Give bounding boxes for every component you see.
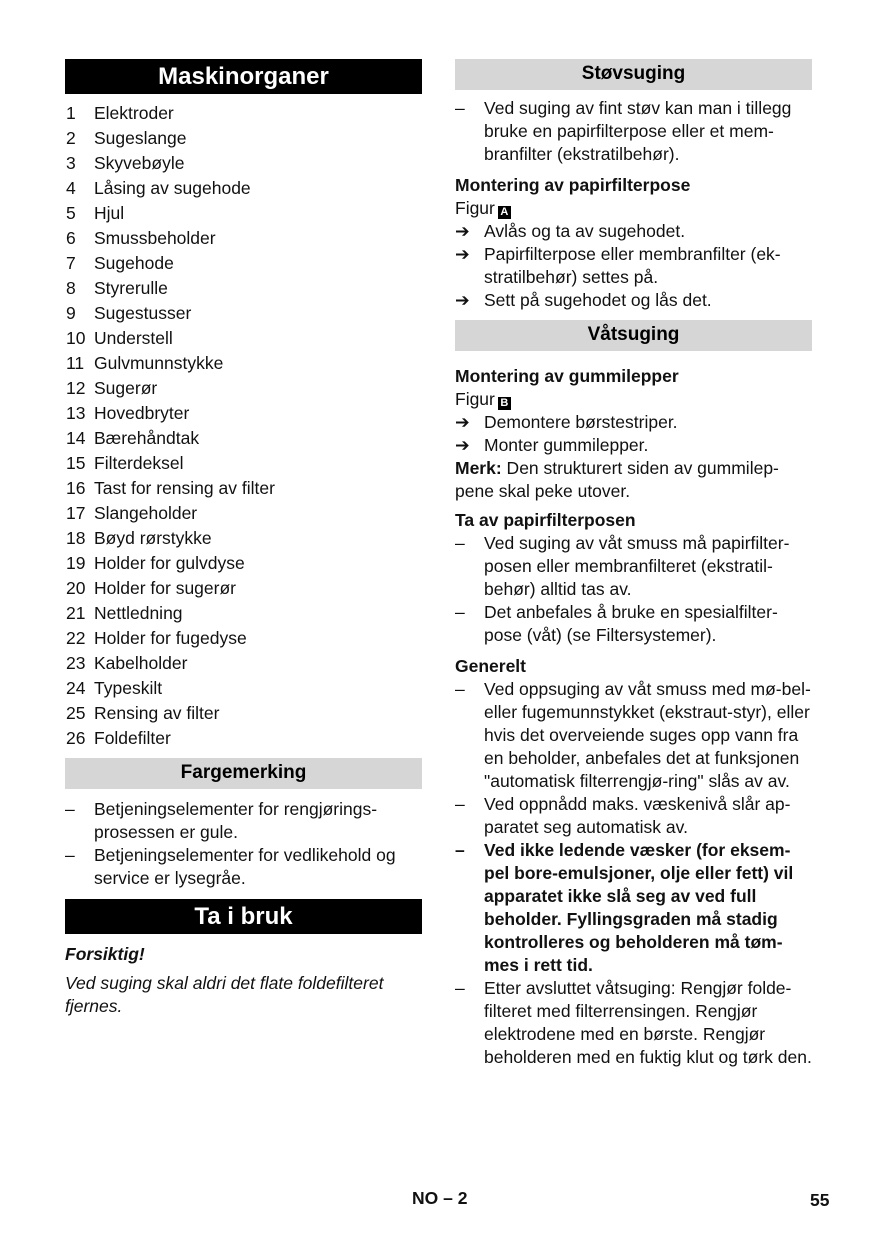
part-number: 11 bbox=[66, 353, 85, 373]
parts-list-item bbox=[65, 726, 422, 751]
part-number: 18 bbox=[66, 528, 86, 548]
part-label: Kabelholder bbox=[94, 653, 188, 673]
part-number: 12 bbox=[66, 378, 86, 398]
part-number: 20 bbox=[66, 578, 86, 598]
paper-filter-steps bbox=[455, 220, 812, 312]
remove-paper-filter-heading: Ta av papirfilterposen bbox=[455, 510, 636, 530]
parts-list-item bbox=[65, 626, 422, 651]
part-label: Sugestusser bbox=[94, 303, 192, 323]
parts-list-item bbox=[65, 551, 422, 576]
color-coding-title: Fargemerking bbox=[65, 758, 422, 789]
parts-list-item bbox=[65, 301, 422, 326]
part-number: 26 bbox=[66, 728, 86, 748]
part-number: 9 bbox=[66, 303, 76, 323]
part-number: 2 bbox=[66, 128, 76, 148]
part-label: Understell bbox=[94, 328, 173, 348]
parts-list-item bbox=[65, 126, 422, 151]
general-list bbox=[455, 678, 812, 1069]
part-label: Sugeslange bbox=[94, 128, 187, 148]
list-item: ➔ Avlås og ta av sugehodet. bbox=[455, 221, 686, 241]
rubber-lips-heading: Montering av gummilepper bbox=[455, 366, 679, 386]
list-item: – Ved oppnådd maks. væskenivå slår ap-paratet seg automatisk av. bbox=[455, 794, 791, 837]
part-label: Nettledning bbox=[94, 603, 183, 623]
list-item: – Ved suging av fint støv kan man i tillegg bruke en papirfilterpose eller et mem-branfilter (ekstratilbehør). bbox=[455, 98, 792, 164]
part-label: Filterdeksel bbox=[94, 453, 184, 473]
parts-list-item bbox=[65, 476, 422, 501]
part-label: Tast for rensing av filter bbox=[94, 478, 275, 498]
parts-list-item bbox=[65, 376, 422, 401]
list-item: – Ved suging av våt smuss må papirfilter-posen eller membranfilteret (ekstratil-behør) alltid tas av. bbox=[455, 533, 790, 599]
part-label: Sugerør bbox=[94, 378, 158, 398]
list-item: ➔ Papirfilterpose eller membranfilter (ek-stratilbehør) settes på. bbox=[455, 244, 781, 287]
color-coding-list bbox=[65, 798, 422, 890]
general-heading: Generelt bbox=[455, 656, 526, 676]
parts-list-item bbox=[65, 426, 422, 451]
list-item: ➔ Demontere børstestriper. bbox=[455, 412, 678, 432]
parts-list-item bbox=[65, 176, 422, 201]
list-item: – Det anbefales å bruke en spesialfilter-pose (våt) (se Filtersystemer). bbox=[455, 602, 778, 645]
part-label: Bærehåndtak bbox=[94, 428, 200, 448]
part-number: 25 bbox=[66, 703, 86, 723]
list-item: – Ved oppsuging av våt smuss med mø-bel- eller fugemunnstykket (ekstraut-styr), eller hvis det overveiende suges opp vann fra en beholder, anbefales det at funksjonen "automatisk filterrengjø-ring" slås av av. bbox=[455, 679, 811, 791]
caution-heading: Forsiktig! bbox=[65, 944, 145, 964]
part-label: Holder for fugedyse bbox=[94, 628, 247, 648]
figure-b-badge: B bbox=[498, 397, 511, 410]
part-number: 24 bbox=[66, 678, 86, 698]
part-number: 4 bbox=[66, 178, 76, 198]
part-label: Rensing av filter bbox=[94, 703, 220, 723]
part-label: Smussbeholder bbox=[94, 228, 216, 248]
parts-list-item bbox=[65, 676, 422, 701]
parts-list-item bbox=[65, 576, 422, 601]
arrow-right-icon: ➔ bbox=[455, 244, 470, 264]
parts-list-item bbox=[65, 451, 422, 476]
part-label: Bøyd rørstykke bbox=[94, 528, 212, 548]
arrow-right-icon: ➔ bbox=[455, 221, 470, 241]
list-item: ➔ Monter gummilepper. bbox=[455, 435, 649, 455]
figure-a-badge: A bbox=[498, 206, 511, 219]
part-label: Holder for sugerør bbox=[94, 578, 236, 598]
part-number: 13 bbox=[66, 403, 86, 423]
parts-list-item bbox=[65, 651, 422, 676]
part-label: Hovedbryter bbox=[94, 403, 190, 423]
part-number: 7 bbox=[66, 253, 76, 273]
list-item: – Etter avsluttet våtsuging: Rengjør folde-filteret med filterrensingen. Rengjør elektrodene med en børste. Rengjør beholderen med en fuktig klut og tørk den. bbox=[455, 978, 812, 1067]
part-label: Elektroder bbox=[94, 103, 174, 123]
parts-list-item bbox=[65, 501, 422, 526]
note: Merk: Den strukturert siden av gummilep-pene skal peke utover. bbox=[455, 458, 779, 501]
part-number: 5 bbox=[66, 203, 76, 223]
part-number: 6 bbox=[66, 228, 76, 248]
parts-list-item bbox=[65, 226, 422, 251]
dust-vacuuming-title: Støvsuging bbox=[455, 59, 812, 90]
part-label: Foldefilter bbox=[94, 728, 171, 748]
parts-list-item bbox=[65, 526, 422, 551]
arrow-right-icon: ➔ bbox=[455, 290, 470, 310]
part-label: Låsing av sugehode bbox=[94, 178, 251, 198]
parts-list-item bbox=[65, 151, 422, 176]
part-label: Skyvebøyle bbox=[94, 153, 185, 173]
part-number: 17 bbox=[66, 503, 86, 523]
caution-text: Ved suging skal aldri det flate foldefilteret fjernes. bbox=[65, 973, 384, 1016]
remove-list bbox=[455, 532, 812, 647]
figure-ref-b: Figur B bbox=[455, 388, 812, 411]
parts-list-item bbox=[65, 276, 422, 301]
part-label: Slangeholder bbox=[94, 503, 198, 523]
parts-list-item bbox=[65, 601, 422, 626]
part-number: 21 bbox=[66, 603, 86, 623]
part-number: 22 bbox=[66, 628, 86, 648]
parts-title: Maskinorganer bbox=[65, 59, 422, 94]
right-column bbox=[455, 59, 812, 1069]
arrow-right-icon: ➔ bbox=[455, 435, 470, 455]
parts-list-item bbox=[65, 251, 422, 276]
part-number: 8 bbox=[66, 278, 76, 298]
parts-list-item bbox=[65, 201, 422, 226]
arrow-right-icon: ➔ bbox=[455, 412, 470, 432]
list-item: – Ved ikke ledende væsker (for eksem-pel bore-emulsjoner, olje eller fett) vil apparatet ikke slå seg av ved full beholder. Fyllingsgraden må stadig kontrolleres og beholderen må tøm-mes i rett tid. bbox=[455, 840, 794, 975]
part-label: Sugehode bbox=[94, 253, 174, 273]
part-label: Holder for gulvdyse bbox=[94, 553, 245, 573]
left-column bbox=[65, 59, 422, 1018]
list-item: – Betjeningselementer for vedlikehold og service er lysegråe. bbox=[65, 845, 396, 888]
parts-list-item bbox=[65, 401, 422, 426]
parts-list bbox=[65, 101, 422, 751]
part-number: 10 bbox=[66, 328, 86, 348]
list-item: ➔ Sett på sugehodet og lås det. bbox=[455, 290, 712, 310]
rubber-lips-steps bbox=[455, 411, 812, 457]
list-item: – Betjeningselementer for rengjørings-prosessen er gule. bbox=[65, 799, 378, 842]
part-number: 1 bbox=[66, 103, 76, 123]
part-label: Gulvmunnstykke bbox=[94, 353, 224, 373]
parts-list-item bbox=[65, 701, 422, 726]
part-label: Hjul bbox=[94, 203, 125, 223]
parts-list-item bbox=[65, 351, 422, 376]
part-label: Typeskilt bbox=[94, 678, 163, 698]
part-number: 15 bbox=[66, 453, 86, 473]
parts-list-item bbox=[65, 326, 422, 351]
dust-list bbox=[455, 97, 812, 166]
part-number: 16 bbox=[66, 478, 86, 498]
part-label: Styrerulle bbox=[94, 278, 168, 298]
part-number: 19 bbox=[66, 553, 86, 573]
paper-filter-heading: Montering av papirfilterpose bbox=[455, 175, 691, 195]
wet-vacuuming-title: Våtsuging bbox=[455, 320, 812, 351]
part-number: 14 bbox=[66, 428, 86, 448]
start-up-title: Ta i bruk bbox=[65, 899, 422, 934]
part-number: 3 bbox=[66, 153, 76, 173]
footer-section: NO – 2 bbox=[412, 1188, 468, 1208]
parts-list-item bbox=[65, 101, 422, 126]
figure-ref-a: Figur A bbox=[455, 197, 812, 220]
part-number: 23 bbox=[66, 653, 86, 673]
page-number: 55 bbox=[810, 1190, 830, 1210]
